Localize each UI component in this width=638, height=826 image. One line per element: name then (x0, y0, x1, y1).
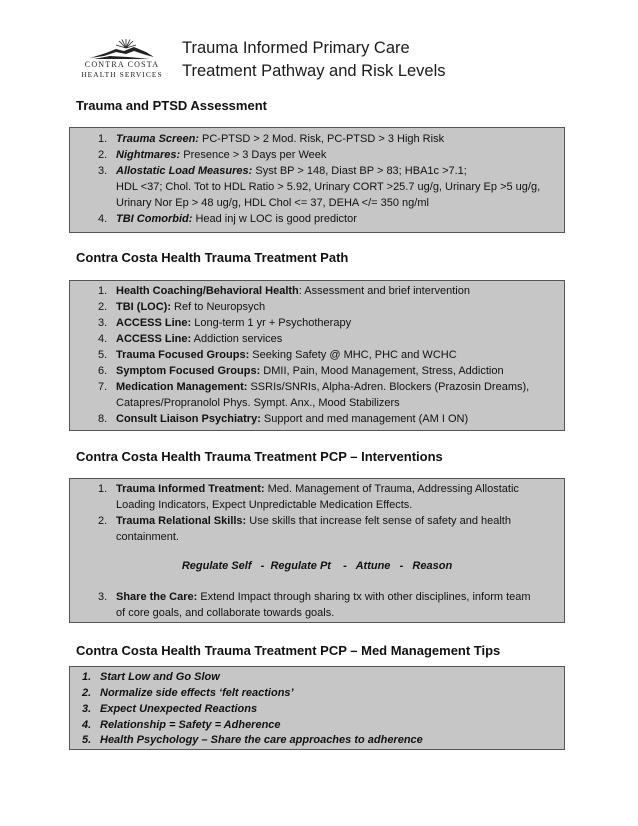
treatment-path-box: 1. Health Coaching/Behavioral Health: Assessment and brief intervention 2. TBI (LOC): Ref to Neuropsych 3. ACCESS Line: Long-term 1 yr + Psychotherapy 4. ACCESS Line: Addiction services 5. Trauma Focused Groups: Seeking Safety @ MHC, PHC and WCHC 6. Symptom Focused Groups: DMII, Pain, Mood Management, Stress, Addiction 7. Medication Management: SSRIs/SNRIs, Alpha-Adren. Blockers (Prazosin Dreams), Catapres/Propranolol Phys. Sympt. Anx., Mood Stabilizers 8. Consult Liaison Psychiatry: Support and med management (AM I ON) (69, 280, 565, 431)
med-tips-box: 1. Start Low and Go Slow 2. Normalize side effects ‘felt reactions’ 3. Expect Unexpected Reactions 4. Relationship = Safety = Adherence 5. Health Psychology – Share the care approaches to adherence (69, 666, 565, 750)
section-heading-assessment: Trauma and PTSD Assessment (76, 98, 267, 113)
mountain-sun-icon (88, 38, 156, 60)
contra-costa-logo (78, 38, 166, 82)
section-heading-interventions: Contra Costa Health Trauma Treatment PCP – Interventions (76, 449, 443, 464)
title-line-2: Treatment Pathway and Risk Levels (182, 62, 446, 80)
title-line-1: Trauma Informed Primary Care (182, 39, 410, 57)
section-heading-med-tips: Contra Costa Health Trauma Treatment PCP – Med Management Tips (76, 643, 501, 658)
assessment-box: 1. Trauma Screen: PC-PTSD > 2 Mod. Risk, PC-PTSD > 3 High Risk 2. Nightmares: Presence > 3 Days per Week 3. Allostatic Load Measures: Syst BP > 148, Diast BP > 83; HBA1c >7.1; HDL <37; Chol. Tot to HDL Ratio > 5.92, Urinary CORT >25.7 ug/g, Urinary Ep >5 ug/g, Urinary Nor Ep > 48 ug/g, HDL Chol <= 37, DEHA </= 350 ng/ml 4. TBI Comorbid: Head inj w LOC is good predictor (69, 127, 565, 233)
interventions-box: 1. Trauma Informed Treatment: Med. Management of Trauma, Addressing Allostatic Loading Indicators, Expect Unpredictable Medication Effects. 2. Trauma Relational Skills: Use skills that increase felt sense of safety and health containment. Regulate Self - Regulate Pt - Attune - Reason 3. Share the Care: Extend Impact through sharing tx with other disciplines, inform team of core goals, and collaborate towards goals. (69, 478, 565, 623)
logo-line-1: CONTRA COSTA (84, 60, 160, 69)
mantra-line: Regulate Self - Regulate Pt - Attune - Reason (181, 560, 453, 572)
logo-line-2: HEALTH SERVICES (81, 70, 163, 79)
section-heading-treatment-path: Contra Costa Health Trauma Treatment Path (76, 250, 349, 265)
document-title (182, 37, 446, 83)
